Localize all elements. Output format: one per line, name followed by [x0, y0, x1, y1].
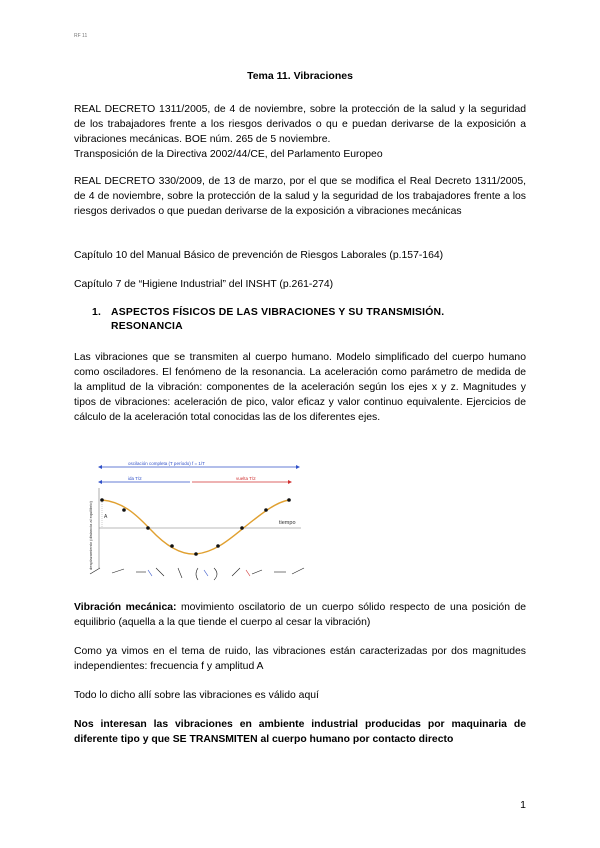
page-header-ref: RF 11 [74, 33, 88, 39]
paragraph-ruido: Como ya vimos en el tema de ruido, las vibraciones están caracterizadas por dos magnitudes independientes: frecuencia f y amplitud A [74, 646, 526, 672]
paragraph-manual-basico: Capítulo 10 del Manual Básico de prevención de Riesgos Laborales (p.157-164) [74, 250, 444, 261]
figure-top-label: oscilación completa (T período) f = 1/T [128, 461, 205, 466]
y-axis-label: desplazamiento (distancia al equilibrio) [88, 501, 93, 570]
phase-arrows-row [90, 568, 304, 580]
paragraph-rd-1311-text: REAL DECRETO 1311/2005, de 4 de noviembre, sobre la protección de la salud y la seguridad de los trabajadores frente a los riesgos derivados o qu e puedan derivarse de la exposición a vibraciones mecánicas. BOE núm. 265 de 5 noviembre. [74, 104, 526, 145]
point [170, 544, 174, 548]
paragraph-interes-industrial: Nos interesan las vibraciones en ambiente industrial producidas por maquinaria de diferente tipo y que SE TRANSMITEN al cuerpo humano por contacto directo [74, 719, 526, 745]
definition-text: movimiento oscilatorio de un cuerpo sólido respecto de una posición de equilibrio (aquella a la que tiende el cuerpo al cesar la vibración) [74, 602, 527, 628]
section-heading-1 [92, 306, 526, 334]
arrow-head-right [296, 465, 300, 469]
paragraph-rd-330: REAL DECRETO 330/2009, de 13 de marzo, por el que se modifica el Real Decreto 1311/2005, de 4 de noviembre, sobre la protección de la salud y la seguridad de los trabajadores frente a los riesgos derivados o que puedan derivarse de la exposición a vibraciones mecánicas [74, 176, 526, 217]
point [287, 498, 291, 502]
figure-right-label: vuelta T/2 [236, 476, 256, 481]
paragraph-transposicion: Transposición de la Directiva 2002/44/CE, del Parlamento Europeo [74, 149, 383, 160]
paragraph-definition [74, 600, 526, 630]
oscillation-figure [86, 460, 318, 585]
point [194, 552, 198, 556]
amplitude-label: A [104, 514, 108, 520]
paragraph-rd-1311 [74, 102, 526, 162]
point [100, 498, 104, 502]
point [122, 508, 126, 512]
page-title: Tema 11. Vibraciones [247, 70, 353, 82]
page-number: 1 [520, 799, 526, 811]
oscillation-curve [102, 500, 289, 554]
paragraph-higiene-industrial: Capítulo 7 de “Higiene Industrial” del INSHT (p.261-274) [74, 279, 334, 290]
arrow-head-left [98, 465, 102, 469]
point [240, 526, 244, 530]
point [264, 508, 268, 512]
point [216, 544, 220, 548]
figure-left-label: ida T/2 [128, 476, 142, 481]
point [146, 526, 150, 530]
time-axis-label: tiempo [279, 520, 296, 526]
definition-term: Vibración mecánica: [74, 602, 177, 613]
section-number: 1. [92, 307, 102, 318]
section-title-line1: ASPECTOS FÍSICOS DE LAS VIBRACIONES Y SU TRANSMISIÓN. [111, 307, 445, 318]
paragraph-valido: Todo lo dicho allí sobre las vibraciones es válido aquí [74, 690, 319, 701]
paragraph-section-summary: Las vibraciones que se transmiten al cuerpo humano. Modelo simplificado del cuerpo humano como osciladores. El fenómeno de la resonancia. La aceleración como parámetro de medida de la amplitud de la vibración: componentes de la aceleración según los ejes x y z. Magnitudes y tipos de vibraciones: aceleración de pico, valor eficaz y valor continuo equivalente. Ejercicios de cálculo de la aceleración total conocidas las de los diferentes ejes. [74, 352, 526, 423]
section-title-line2: RESONANCIA [111, 321, 183, 332]
